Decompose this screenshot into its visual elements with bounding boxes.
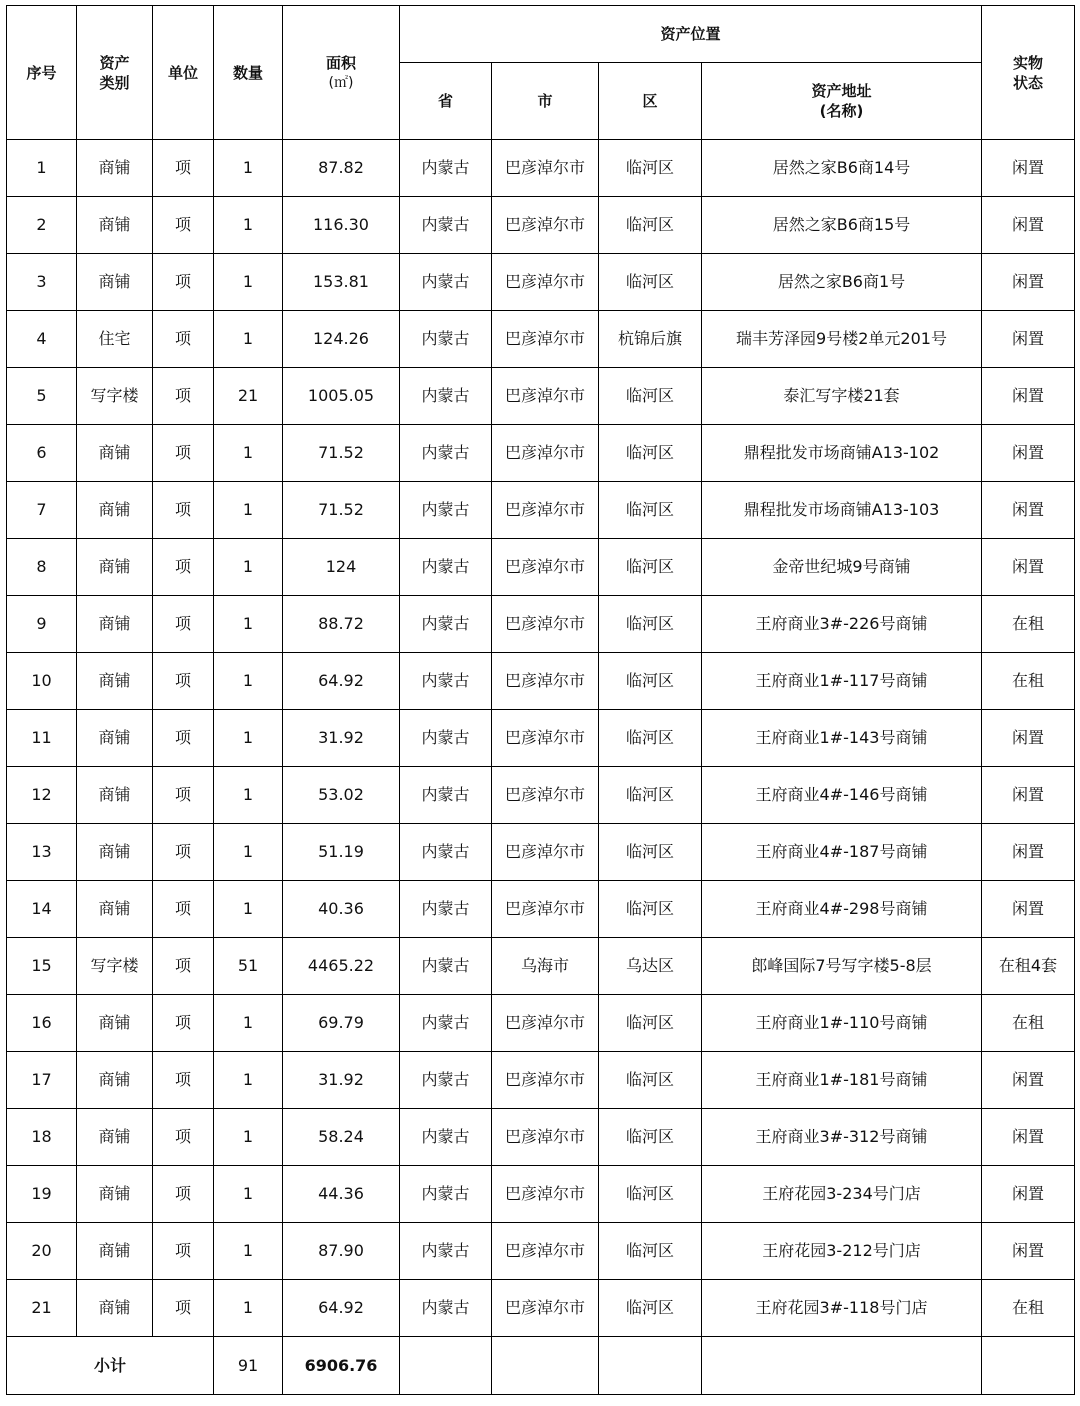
cell-area: 58.24 <box>283 1109 400 1166</box>
cell-quantity: 1 <box>214 140 283 197</box>
cell-quantity: 1 <box>214 710 283 767</box>
cell-status: 闲置 <box>982 425 1075 482</box>
cell-quantity: 1 <box>214 539 283 596</box>
cell-category: 商铺 <box>77 1223 153 1280</box>
cell-address: 王府花园3-234号门店 <box>702 1166 982 1223</box>
cell-address: 王府商业3#-312号商铺 <box>702 1109 982 1166</box>
asset-table <box>6 5 1075 1395</box>
header-quantity: 数量 <box>214 6 283 140</box>
cell-category: 商铺 <box>77 140 153 197</box>
cell-address: 鼎程批发市场商铺A13-103 <box>702 482 982 539</box>
cell-province: 内蒙古 <box>400 881 492 938</box>
header-location: 资产位置 <box>400 6 982 63</box>
cell-quantity: 1 <box>214 1280 283 1337</box>
table-row <box>7 767 1075 824</box>
cell-district: 临河区 <box>599 767 702 824</box>
cell-unit: 项 <box>153 767 214 824</box>
table-row <box>7 1109 1075 1166</box>
cell-district: 临河区 <box>599 710 702 767</box>
table-header <box>7 6 1075 140</box>
cell-city: 巴彦淖尔市 <box>492 254 599 311</box>
cell-city: 巴彦淖尔市 <box>492 197 599 254</box>
cell-city: 巴彦淖尔市 <box>492 311 599 368</box>
cell-quantity: 51 <box>214 938 283 995</box>
cell-city: 巴彦淖尔市 <box>492 710 599 767</box>
cell-unit: 项 <box>153 1166 214 1223</box>
cell-quantity: 1 <box>214 254 283 311</box>
cell-city: 巴彦淖尔市 <box>492 368 599 425</box>
cell-status: 闲置 <box>982 539 1075 596</box>
cell-unit: 项 <box>153 938 214 995</box>
cell-address: 王府花园3#-118号门店 <box>702 1280 982 1337</box>
cell-province: 内蒙古 <box>400 482 492 539</box>
cell-district: 临河区 <box>599 1223 702 1280</box>
cell-province: 内蒙古 <box>400 1280 492 1337</box>
cell-quantity: 1 <box>214 767 283 824</box>
cell-seq: 18 <box>7 1109 77 1166</box>
cell-status: 闲置 <box>982 767 1075 824</box>
cell-status: 闲置 <box>982 1223 1075 1280</box>
cell-address: 郎峰国际7号写字楼5-8层 <box>702 938 982 995</box>
cell-seq: 15 <box>7 938 77 995</box>
cell-status: 闲置 <box>982 881 1075 938</box>
cell-area: 51.19 <box>283 824 400 881</box>
table-row <box>7 881 1075 938</box>
cell-seq: 21 <box>7 1280 77 1337</box>
cell-city: 巴彦淖尔市 <box>492 1109 599 1166</box>
cell-status: 闲置 <box>982 254 1075 311</box>
cell-area: 71.52 <box>283 425 400 482</box>
table-row <box>7 254 1075 311</box>
total-empty-province <box>400 1337 492 1395</box>
table-row <box>7 596 1075 653</box>
cell-city: 巴彦淖尔市 <box>492 425 599 482</box>
cell-unit: 项 <box>153 1052 214 1109</box>
cell-province: 内蒙古 <box>400 311 492 368</box>
cell-status: 在租 <box>982 653 1075 710</box>
header-address-text: 资产地址 (名称) <box>811 82 872 120</box>
cell-area: 4465.22 <box>283 938 400 995</box>
cell-quantity: 1 <box>214 881 283 938</box>
cell-city: 巴彦淖尔市 <box>492 653 599 710</box>
cell-city: 巴彦淖尔市 <box>492 995 599 1052</box>
cell-address: 王府商业1#-117号商铺 <box>702 653 982 710</box>
cell-seq: 9 <box>7 596 77 653</box>
cell-seq: 16 <box>7 995 77 1052</box>
cell-status: 闲置 <box>982 368 1075 425</box>
header-category-text: 资产 类别 <box>99 53 130 92</box>
header-unit: 单位 <box>153 6 214 140</box>
cell-address: 瑞丰芳泽园9号楼2单元201号 <box>702 311 982 368</box>
cell-unit: 项 <box>153 140 214 197</box>
cell-status: 闲置 <box>982 710 1075 767</box>
cell-city: 巴彦淖尔市 <box>492 1052 599 1109</box>
cell-seq: 5 <box>7 368 77 425</box>
cell-city: 巴彦淖尔市 <box>492 881 599 938</box>
cell-unit: 项 <box>153 653 214 710</box>
cell-address: 王府商业4#-298号商铺 <box>702 881 982 938</box>
cell-quantity: 1 <box>214 653 283 710</box>
cell-address: 居然之家B6商1号 <box>702 254 982 311</box>
cell-area: 87.82 <box>283 140 400 197</box>
cell-address: 鼎程批发市场商铺A13-102 <box>702 425 982 482</box>
cell-unit: 项 <box>153 1109 214 1166</box>
cell-district: 临河区 <box>599 140 702 197</box>
cell-seq: 7 <box>7 482 77 539</box>
total-empty-district <box>599 1337 702 1395</box>
cell-city: 巴彦淖尔市 <box>492 539 599 596</box>
cell-district: 临河区 <box>599 254 702 311</box>
header-area-label: 面积 <box>325 53 356 72</box>
cell-address: 王府商业1#-181号商铺 <box>702 1052 982 1109</box>
cell-status: 闲置 <box>982 1052 1075 1109</box>
cell-category: 写字楼 <box>77 368 153 425</box>
cell-area: 69.79 <box>283 995 400 1052</box>
cell-seq: 14 <box>7 881 77 938</box>
cell-category: 商铺 <box>77 824 153 881</box>
cell-area: 124.26 <box>283 311 400 368</box>
cell-seq: 4 <box>7 311 77 368</box>
cell-city: 巴彦淖尔市 <box>492 1166 599 1223</box>
cell-seq: 10 <box>7 653 77 710</box>
cell-province: 内蒙古 <box>400 938 492 995</box>
cell-quantity: 1 <box>214 824 283 881</box>
header-district: 区 <box>599 63 702 140</box>
cell-category: 商铺 <box>77 596 153 653</box>
total-label: 小计 <box>7 1337 214 1395</box>
cell-city: 巴彦淖尔市 <box>492 596 599 653</box>
cell-seq: 8 <box>7 539 77 596</box>
cell-area: 153.81 <box>283 254 400 311</box>
table-row <box>7 710 1075 767</box>
table-row <box>7 824 1075 881</box>
cell-area: 44.36 <box>283 1166 400 1223</box>
cell-district: 临河区 <box>599 1166 702 1223</box>
header-province: 省 <box>400 63 492 140</box>
total-row <box>7 1337 1075 1395</box>
cell-status: 闲置 <box>982 824 1075 881</box>
table-body <box>7 140 1075 1337</box>
table-row <box>7 1223 1075 1280</box>
cell-city: 乌海市 <box>492 938 599 995</box>
header-address <box>702 63 982 140</box>
cell-quantity: 1 <box>214 425 283 482</box>
header-city: 市 <box>492 63 599 140</box>
table-row <box>7 140 1075 197</box>
cell-category: 商铺 <box>77 710 153 767</box>
table-row <box>7 1166 1075 1223</box>
header-category <box>77 6 153 140</box>
cell-area: 88.72 <box>283 596 400 653</box>
cell-city: 巴彦淖尔市 <box>492 824 599 881</box>
cell-address: 王府商业4#-146号商铺 <box>702 767 982 824</box>
total-empty-city <box>492 1337 599 1395</box>
cell-seq: 12 <box>7 767 77 824</box>
cell-category: 住宅 <box>77 311 153 368</box>
table-row <box>7 938 1075 995</box>
cell-district: 临河区 <box>599 653 702 710</box>
cell-category: 商铺 <box>77 482 153 539</box>
table-row <box>7 311 1075 368</box>
cell-unit: 项 <box>153 596 214 653</box>
cell-category: 商铺 <box>77 1280 153 1337</box>
cell-province: 内蒙古 <box>400 1109 492 1166</box>
cell-address: 王府商业3#-226号商铺 <box>702 596 982 653</box>
cell-province: 内蒙古 <box>400 1223 492 1280</box>
cell-address: 居然之家B6商14号 <box>702 140 982 197</box>
cell-category: 商铺 <box>77 425 153 482</box>
cell-seq: 20 <box>7 1223 77 1280</box>
cell-district: 临河区 <box>599 197 702 254</box>
cell-area: 124 <box>283 539 400 596</box>
cell-province: 内蒙古 <box>400 1166 492 1223</box>
cell-unit: 项 <box>153 425 214 482</box>
cell-district: 临河区 <box>599 881 702 938</box>
cell-province: 内蒙古 <box>400 824 492 881</box>
header-status <box>982 6 1075 140</box>
cell-address: 居然之家B6商15号 <box>702 197 982 254</box>
cell-district: 临河区 <box>599 1280 702 1337</box>
cell-category: 商铺 <box>77 653 153 710</box>
cell-category: 写字楼 <box>77 938 153 995</box>
cell-address: 泰汇写字楼21套 <box>702 368 982 425</box>
cell-area: 64.92 <box>283 653 400 710</box>
cell-seq: 6 <box>7 425 77 482</box>
cell-city: 巴彦淖尔市 <box>492 1280 599 1337</box>
cell-status: 闲置 <box>982 482 1075 539</box>
cell-unit: 项 <box>153 311 214 368</box>
cell-status: 闲置 <box>982 1166 1075 1223</box>
cell-status: 闲置 <box>982 197 1075 254</box>
cell-unit: 项 <box>153 710 214 767</box>
cell-province: 内蒙古 <box>400 254 492 311</box>
cell-category: 商铺 <box>77 1109 153 1166</box>
cell-district: 乌达区 <box>599 938 702 995</box>
cell-city: 巴彦淖尔市 <box>492 482 599 539</box>
cell-area: 87.90 <box>283 1223 400 1280</box>
cell-province: 内蒙古 <box>400 710 492 767</box>
cell-category: 商铺 <box>77 254 153 311</box>
cell-address: 王府商业1#-110号商铺 <box>702 995 982 1052</box>
table-row <box>7 482 1075 539</box>
cell-quantity: 1 <box>214 995 283 1052</box>
cell-city: 巴彦淖尔市 <box>492 140 599 197</box>
header-status-text: 实物 状态 <box>1012 53 1043 92</box>
cell-province: 内蒙古 <box>400 140 492 197</box>
table-row <box>7 995 1075 1052</box>
table-row <box>7 653 1075 710</box>
cell-district: 临河区 <box>599 1052 702 1109</box>
cell-district: 临河区 <box>599 1109 702 1166</box>
cell-seq: 13 <box>7 824 77 881</box>
cell-status: 在租4套 <box>982 938 1075 995</box>
table-row <box>7 368 1075 425</box>
total-empty-address <box>702 1337 982 1395</box>
cell-address: 王府商业4#-187号商铺 <box>702 824 982 881</box>
cell-district: 临河区 <box>599 368 702 425</box>
cell-status: 在租 <box>982 596 1075 653</box>
cell-quantity: 1 <box>214 311 283 368</box>
cell-unit: 项 <box>153 881 214 938</box>
cell-category: 商铺 <box>77 881 153 938</box>
cell-unit: 项 <box>153 368 214 425</box>
cell-province: 内蒙古 <box>400 1052 492 1109</box>
cell-district: 临河区 <box>599 425 702 482</box>
cell-district: 临河区 <box>599 539 702 596</box>
cell-quantity: 21 <box>214 368 283 425</box>
cell-quantity: 1 <box>214 1223 283 1280</box>
cell-district: 杭锦后旗 <box>599 311 702 368</box>
header-area <box>283 6 400 140</box>
cell-district: 临河区 <box>599 824 702 881</box>
table-row <box>7 425 1075 482</box>
cell-seq: 17 <box>7 1052 77 1109</box>
cell-unit: 项 <box>153 1280 214 1337</box>
cell-quantity: 1 <box>214 197 283 254</box>
cell-city: 巴彦淖尔市 <box>492 767 599 824</box>
cell-unit: 项 <box>153 197 214 254</box>
cell-district: 临河区 <box>599 482 702 539</box>
cell-category: 商铺 <box>77 1052 153 1109</box>
cell-quantity: 1 <box>214 1166 283 1223</box>
total-quantity: 91 <box>214 1337 283 1395</box>
cell-status: 闲置 <box>982 311 1075 368</box>
cell-seq: 2 <box>7 197 77 254</box>
cell-area: 40.36 <box>283 881 400 938</box>
cell-seq: 3 <box>7 254 77 311</box>
cell-category: 商铺 <box>77 539 153 596</box>
cell-province: 内蒙古 <box>400 596 492 653</box>
header-area-unit: (㎡) <box>328 74 354 91</box>
cell-seq: 11 <box>7 710 77 767</box>
cell-category: 商铺 <box>77 767 153 824</box>
cell-province: 内蒙古 <box>400 767 492 824</box>
cell-unit: 项 <box>153 824 214 881</box>
cell-province: 内蒙古 <box>400 425 492 482</box>
cell-district: 临河区 <box>599 995 702 1052</box>
cell-seq: 1 <box>7 140 77 197</box>
cell-status: 闲置 <box>982 1109 1075 1166</box>
cell-area: 31.92 <box>283 710 400 767</box>
cell-quantity: 1 <box>214 596 283 653</box>
cell-status: 闲置 <box>982 140 1075 197</box>
cell-category: 商铺 <box>77 995 153 1052</box>
cell-unit: 项 <box>153 482 214 539</box>
cell-area: 31.92 <box>283 1052 400 1109</box>
cell-unit: 项 <box>153 995 214 1052</box>
total-area: 6906.76 <box>283 1337 400 1395</box>
cell-unit: 项 <box>153 1223 214 1280</box>
cell-district: 临河区 <box>599 596 702 653</box>
cell-area: 64.92 <box>283 1280 400 1337</box>
cell-address: 王府花园3-212号门店 <box>702 1223 982 1280</box>
cell-province: 内蒙古 <box>400 197 492 254</box>
cell-unit: 项 <box>153 539 214 596</box>
cell-province: 内蒙古 <box>400 539 492 596</box>
cell-unit: 项 <box>153 254 214 311</box>
table-row <box>7 197 1075 254</box>
cell-area: 116.30 <box>283 197 400 254</box>
cell-category: 商铺 <box>77 197 153 254</box>
header-seq: 序号 <box>7 6 77 140</box>
cell-province: 内蒙古 <box>400 368 492 425</box>
cell-address: 王府商业1#-143号商铺 <box>702 710 982 767</box>
table-row <box>7 1280 1075 1337</box>
cell-quantity: 1 <box>214 482 283 539</box>
cell-category: 商铺 <box>77 1166 153 1223</box>
table-row <box>7 1052 1075 1109</box>
cell-seq: 19 <box>7 1166 77 1223</box>
cell-province: 内蒙古 <box>400 995 492 1052</box>
cell-area: 53.02 <box>283 767 400 824</box>
cell-area: 71.52 <box>283 482 400 539</box>
cell-quantity: 1 <box>214 1109 283 1166</box>
cell-province: 内蒙古 <box>400 653 492 710</box>
cell-status: 在租 <box>982 995 1075 1052</box>
cell-address: 金帝世纪城9号商铺 <box>702 539 982 596</box>
table-row <box>7 539 1075 596</box>
cell-area: 1005.05 <box>283 368 400 425</box>
cell-quantity: 1 <box>214 1052 283 1109</box>
total-empty-status <box>982 1337 1075 1395</box>
cell-status: 在租 <box>982 1280 1075 1337</box>
cell-city: 巴彦淖尔市 <box>492 1223 599 1280</box>
